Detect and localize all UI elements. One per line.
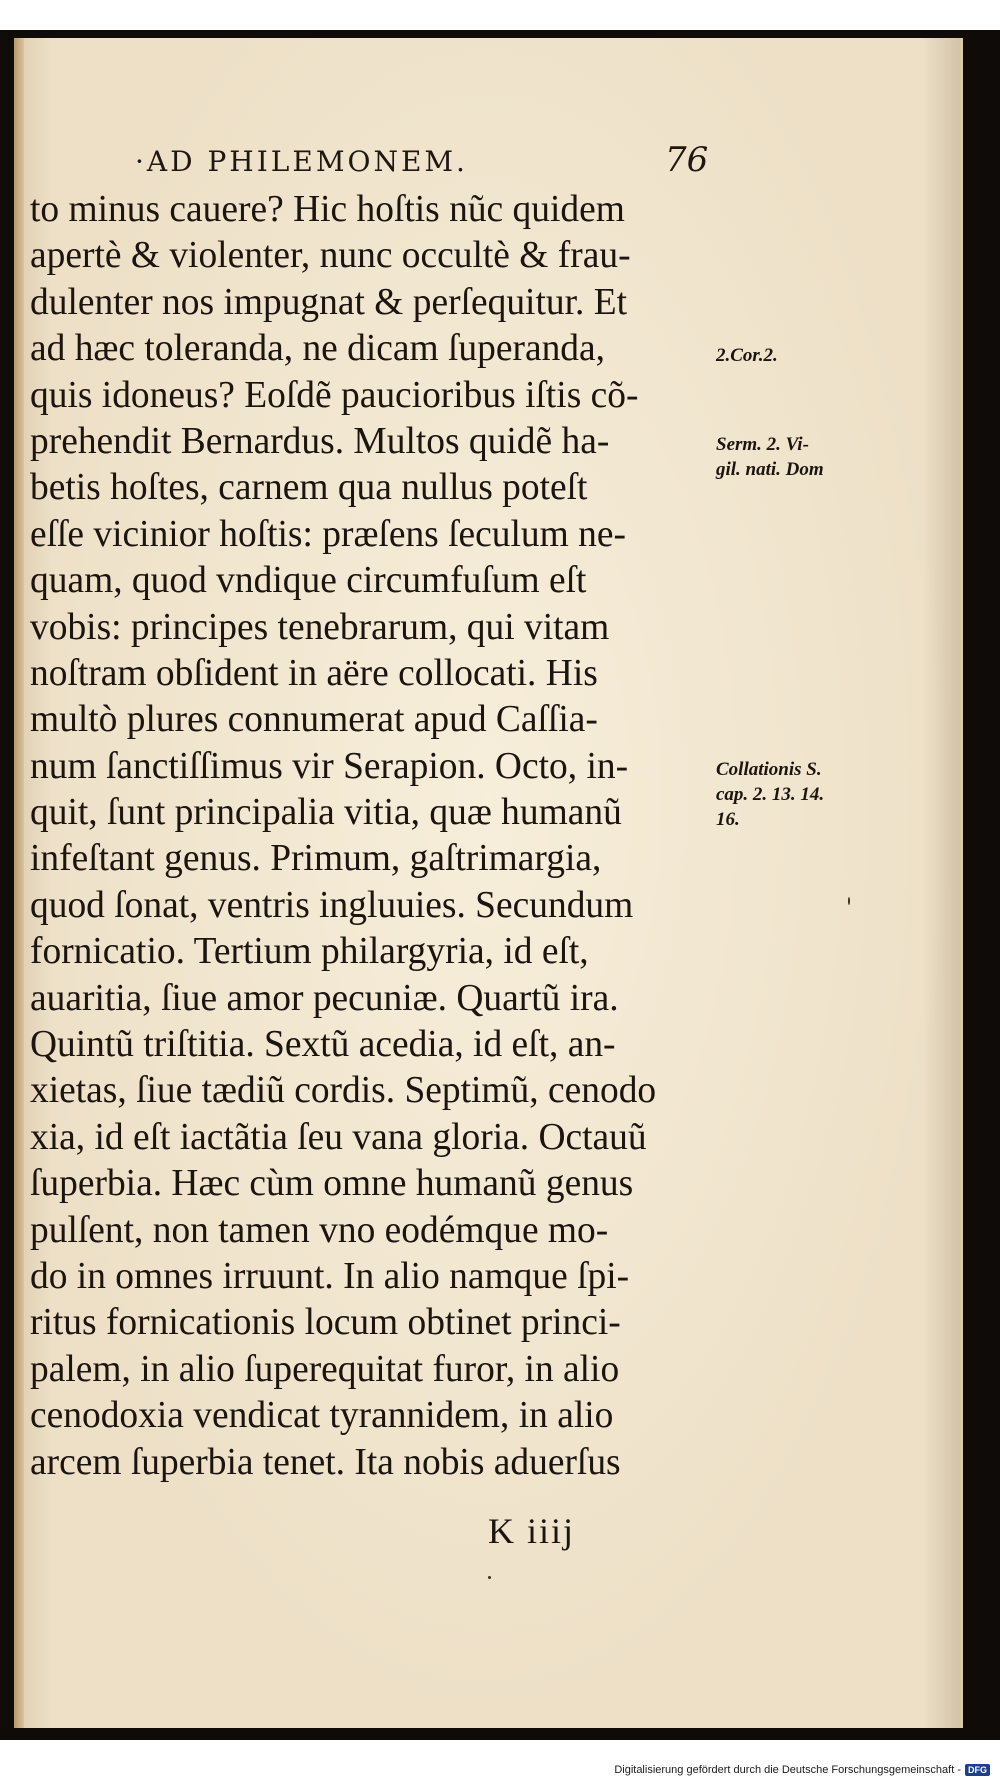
marginal-note-cor: 2.Cor.2.: [716, 345, 778, 366]
marginal-note-collationis: Collationis S. cap. 2. 13. 14. 16.: [716, 759, 825, 830]
text-line: vobis: principes tenebrarum, qui vitam: [30, 605, 610, 648]
text-line: ritus fornicationis locum obtinet princi-: [30, 1301, 621, 1344]
text-line: auaritia, ſiue amor pecuniæ. Quartũ ira.: [30, 976, 619, 1019]
running-head: ·AD PHILEMONEM.: [135, 145, 468, 178]
text-line: infeſtant genus. Primum, gaſtrimargia,: [30, 837, 602, 880]
text-line: ad hæc toleranda, ne dicam ſuperanda,: [30, 327, 606, 370]
body-text: [30, 186, 720, 1485]
text-line: to minus cauere? Hic hoſtis nũc quidem: [30, 188, 625, 230]
text-line: quis idoneus? Eoſdẽ paucioribus iſtis cõ-: [30, 373, 639, 416]
credit-text: Digitalisierung gefördert durch die Deutsche Forschungsgemeinschaft -: [614, 1764, 961, 1776]
text-line: quit, ſunt principalia vitia, quæ humanũ: [30, 791, 622, 834]
page-number: 76: [665, 140, 709, 180]
digitization-credit: [614, 1764, 990, 1776]
text-line: Quintũ triſtitia. Sextũ acedia, id eſt, an-: [30, 1023, 616, 1066]
text-line: ſuperbia. Hæc cùm omne humanũ genus: [30, 1162, 634, 1205]
text-line: pulſent, non tamen vno eodémque mo-: [30, 1208, 609, 1251]
text-line: quam, quod vndique circumfuſum eſt: [30, 559, 587, 602]
paper-speck: [848, 897, 850, 905]
text-line: xia, id eſt iactãtia ſeu vana gloria. Octauũ: [30, 1115, 647, 1158]
marginal-note-sermo: Serm. 2. Vi- gil. nati. Dom: [716, 434, 824, 480]
text-line: cenodoxia vendicat tyrannidem, in alio: [30, 1394, 614, 1437]
text-line: fornicatio. Tertium philargyria, id eſt,: [30, 930, 589, 973]
text-line: num ſanctiſſimus vir Serapion. Octo, in-: [30, 744, 629, 787]
text-line: palem, in alio ſuperequitat furor, in alio: [30, 1347, 620, 1390]
text-line: arcem ſuperbia tenet. Ita nobis aduerſus: [30, 1440, 621, 1483]
text-line: multò plures connumerat apud Caſſia-: [30, 698, 598, 741]
text-line: noſtram obſident in aëre collocati. His: [30, 651, 598, 694]
paper-speck: [488, 1576, 491, 1579]
dfg-logo: DFG: [965, 1764, 990, 1776]
text-line: eſſe vicinior hoſtis: præſens ſeculum ne-: [30, 512, 626, 555]
text-line: dulenter nos impugnat & perſequitur. Et: [30, 280, 628, 323]
text-line: prehendit Bernardus. Multos quidẽ ha-: [30, 419, 610, 462]
text-line: do in omnes irruunt. In alio namque ſpi-: [30, 1254, 630, 1297]
text-line: apertè & violenter, nunc occultè & frau-: [30, 234, 631, 277]
text-line: xietas, ſiue tædiũ cordis. Septimũ, cenodo: [30, 1069, 657, 1112]
text-line: betis hoſtes, carnem qua nullus poteſt: [30, 466, 588, 509]
text-line: quod ſonat, ventris ingluuies. Secundum: [30, 883, 634, 926]
signature-mark: K iiij: [488, 1511, 576, 1551]
page-gutter-edge: [14, 38, 24, 1728]
